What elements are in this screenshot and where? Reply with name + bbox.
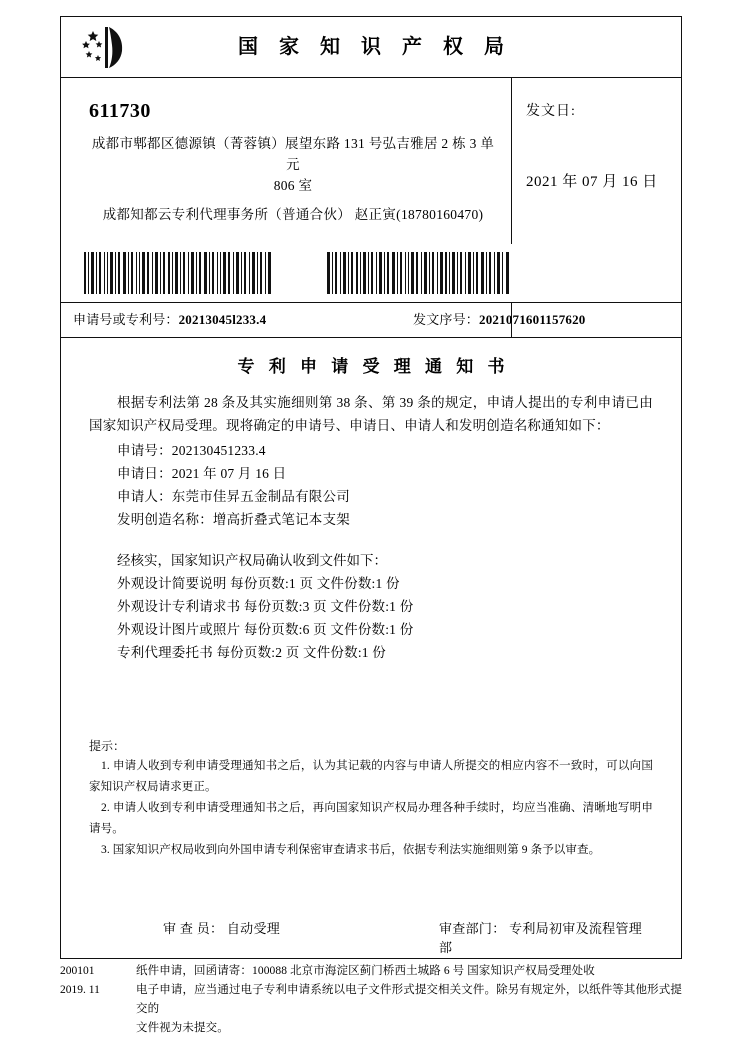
document-frame <box>60 16 682 959</box>
document-number: 611730 <box>89 100 151 122</box>
application-number-cell <box>73 303 266 337</box>
application-number-value: 20213045l233.4 <box>178 312 267 327</box>
footer-code-line-2: 2019. 11 <box>60 984 100 996</box>
document-body <box>61 338 681 955</box>
issue-date-label: 发文日: <box>526 104 576 119</box>
list-item: 申请号：202130451233.4 <box>117 443 266 458</box>
list-item: 外观设计图片或照片 每份页数:6 页 文件份数:1 份 <box>117 622 414 637</box>
footer-code-line-1: 200101 <box>60 965 95 977</box>
department-block <box>439 918 653 956</box>
address-line-3: 成都知都云专利代理事务所（普通合伙） 赵正寅(18780160470) <box>102 207 484 222</box>
address-line-2: 806 室 <box>273 178 313 193</box>
note-item: 3. 国家知识产权局收到向外国申请专利保密审查请求书后，依据专利法实施细则第 9 条予以审查。 <box>101 844 601 856</box>
notes-section <box>89 736 653 861</box>
application-number-label: 申请号或专利号： <box>73 312 179 327</box>
main-title: 专 利 申 请 受 理 通 知 书 <box>237 357 510 376</box>
department-value: 专利局初审及流程管理部 <box>439 921 643 955</box>
document-header <box>61 17 681 78</box>
note-item: 1. 申请人收到专利申请受理通知书之后，认为其记载的内容与申请人所提交的相应内容不一致时，可以向国家知识产权局请求更正。 <box>89 760 653 793</box>
footer-line-3: 文件视为未提交。 <box>136 1022 229 1034</box>
list-item: 申请人：东莞市佳昇五金制品有限公司 <box>117 489 350 504</box>
dispatch-number-cell <box>413 303 586 337</box>
documents-intro: 经核实，国家知识产权局确认收到文件如下： <box>117 553 387 568</box>
list-item: 发明创造名称：增高折叠式笔记本支架 <box>117 512 350 527</box>
intro-paragraph: 根据专利法第 28 条及其实施细则第 38 条、第 39 条的规定，申请人提出的专利申请已由国家知识产权局受理。现将确定的申请号、申请日、申请人和发明创造名称通知如下： <box>89 395 653 433</box>
examiner-label: 审 查 员： <box>163 921 224 936</box>
examiner-value: 自动受理 <box>226 921 281 936</box>
issue-date-area <box>511 78 681 244</box>
address-line-1: 成都市郫都区德源镇（菁蓉镇）展望东路 131 号弘吉雅居 2 栋 3 单元 <box>91 136 495 172</box>
footer-line-1: 纸件申请，回函请寄：100088 北京市海淀区蓟门桥西土城路 6 号 国家知识产权局受理处收 <box>136 965 595 977</box>
dispatch-number-value: 2021071601157620 <box>479 312 586 327</box>
examiner-block <box>163 918 280 937</box>
department-label: 审查部门： <box>439 921 506 936</box>
issue-date-value: 2021 年 07 月 16 日 <box>526 174 658 190</box>
spacer <box>89 531 653 549</box>
header-title: 国 家 知 识 产 权 局 <box>238 36 512 58</box>
barcode-application-number <box>83 252 273 294</box>
list-item: 专利代理委托书 每份页数:2 页 文件份数:1 份 <box>117 645 387 660</box>
notes-label: 提示： <box>89 739 126 753</box>
footer-code-block <box>60 962 130 1000</box>
footer-line-2: 电子申请，应当通过电子专利申请系统以电子文件形式提交相关文件。除另有规定外，以纸件等其他形式提交的 <box>136 984 682 1015</box>
footer-text-block <box>136 962 682 1038</box>
application-info-list <box>89 439 653 531</box>
addressee-area <box>61 78 511 244</box>
number-row <box>61 302 681 338</box>
received-documents-list <box>89 572 653 664</box>
note-item: 2. 申请人收到专利申请受理通知书之后，再向国家知识产权局办理各种手续时，均应当准确、清晰地写明申请号。 <box>89 802 653 835</box>
barcode-dispatch-number <box>326 252 511 294</box>
list-item: 外观设计简要说明 每份页数:1 页 文件份数:1 份 <box>117 576 400 591</box>
barcode-row <box>61 244 681 302</box>
dispatch-number-label: 发文序号： <box>413 312 480 327</box>
list-item: 外观设计专利请求书 每份页数:3 页 文件份数:1 份 <box>117 599 414 614</box>
address-block <box>61 78 681 244</box>
list-item: 申请日：2021 年 07 月 16 日 <box>117 466 287 481</box>
